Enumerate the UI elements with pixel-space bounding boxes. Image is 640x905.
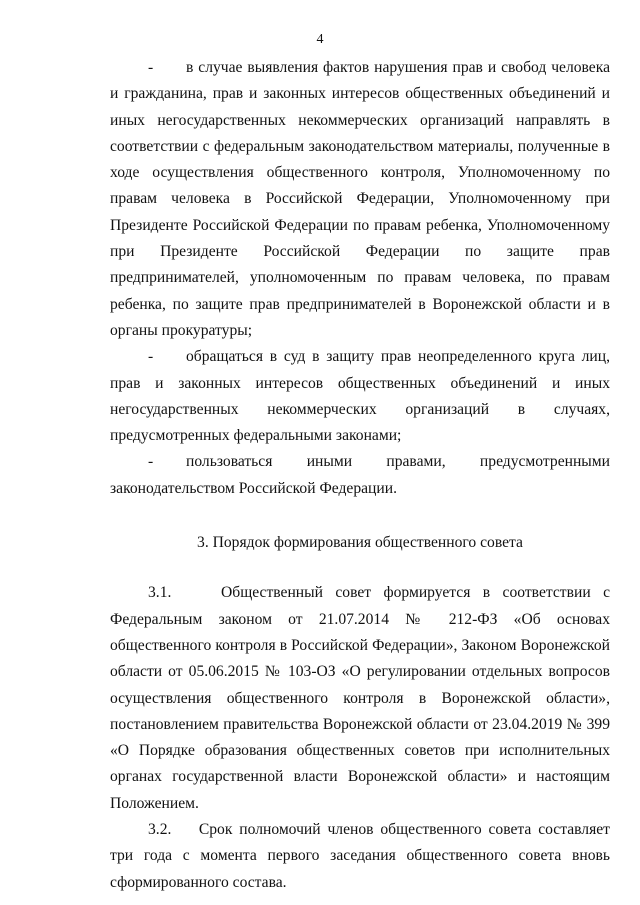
bullet-text: обращаться в суд в защиту прав неопределенного круга лиц, прав и законных интересов общественных объединений и иных негосударственных некоммерческих организаций в случаях, предусмотренных федеральными законами; bbox=[110, 348, 610, 445]
paragraph-number: 3.1. bbox=[148, 584, 172, 602]
paragraph-text: Срок полномочий членов общественного совета составляет три года с момента первого заседания общественного совета вновь сформированного состава. bbox=[110, 821, 610, 891]
bullet-text: в случае выявления фактов нарушения прав и свобод человека и гражданина, прав и законных интересов общественных объединений и иных негосударственных некоммерческих организаций направлять в соответствии с федеральным законодательством материалы, полученные в ходе осуществления общественного контроля, Уполномоченному по правам человека в Российской Федерации, Уполномоченному при Президенте Российской Федерации по правам ребенка, Уполномоченному при Президенте Российской Федерации по защите прав предпринимателей, уполномоченным по правам человека, по правам ребенка, по защите прав предпринимателей в Воронежской области и в органы прокуратуры; bbox=[110, 59, 610, 339]
numbered-paragraph bbox=[110, 817, 610, 896]
bullet-marker: - bbox=[148, 453, 154, 471]
bullet-marker: - bbox=[148, 348, 154, 366]
paragraph-number: 3.2. bbox=[148, 821, 172, 839]
page-number: 4 bbox=[316, 32, 324, 47]
bullet-marker: - bbox=[148, 59, 154, 76]
document-body bbox=[110, 55, 610, 896]
bullet-text: пользоваться иными правами, предусмотренными законодательством Российской Федерации. bbox=[110, 453, 610, 497]
bullet-paragraph bbox=[110, 55, 610, 344]
bullet-paragraph bbox=[110, 344, 610, 449]
spacer bbox=[110, 502, 610, 530]
paragraph-text: Общественный совет формируется в соответствии с Федеральным законом от 21.07.2014 № 212-ФЗ «Об основах общественного контроля в Российской Федерации», Законом Воронежской области от 05.06.2015 № 103-ОЗ «О регулировании отдельных вопросов осуществления общественного контроля в Воронежской области», постановлением правительства Воронежской области от 23.04.2019 № 399 «О Порядке образования общественных советов при исполнительных органах государственной власти Воронежской области» и настоящим Положением. bbox=[110, 584, 610, 812]
spacer bbox=[110, 556, 610, 580]
section-heading: 3. Порядок формирования общественного совета bbox=[197, 534, 523, 552]
bullet-paragraph bbox=[110, 449, 610, 502]
numbered-paragraph bbox=[110, 580, 610, 817]
